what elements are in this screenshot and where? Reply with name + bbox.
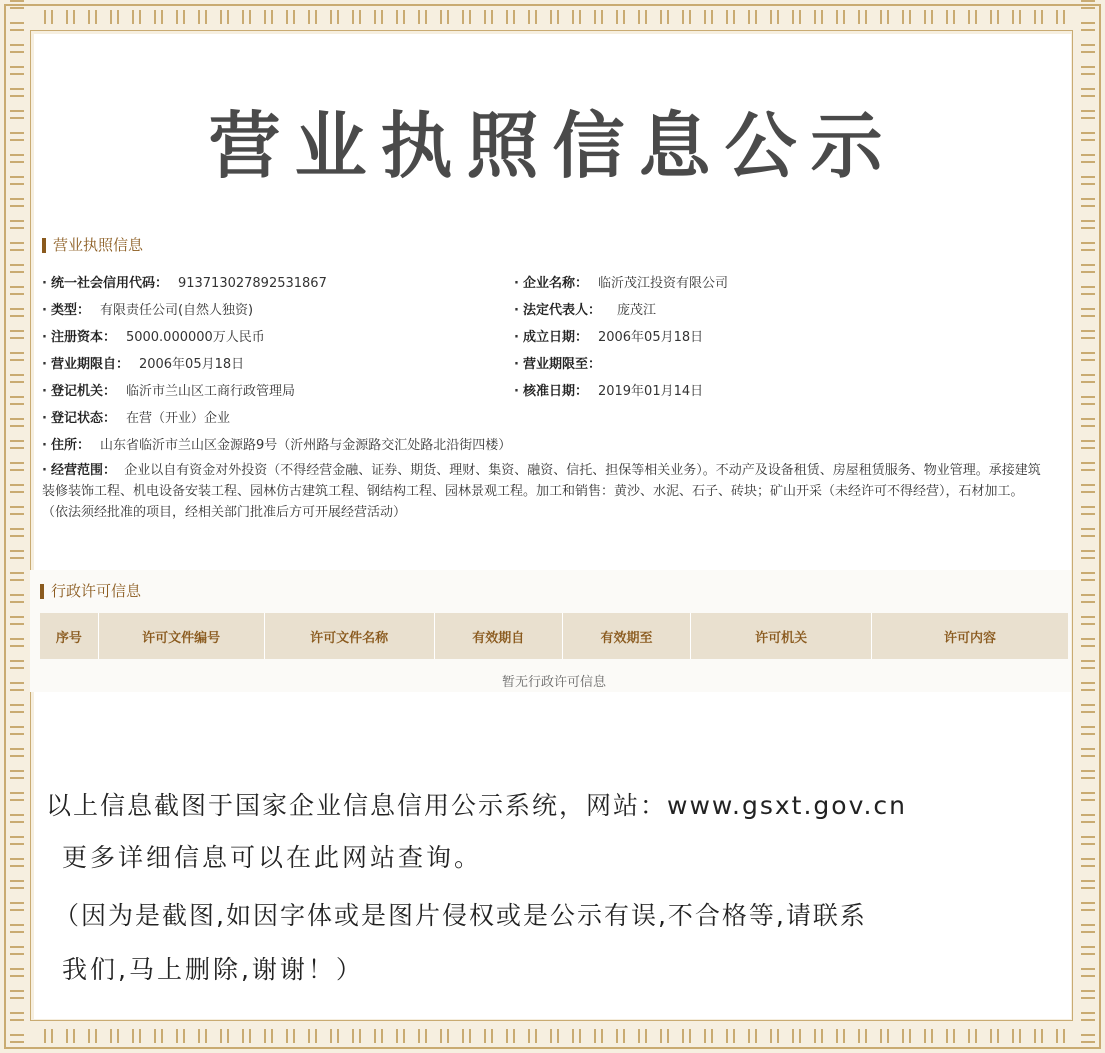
field-company-name: · 企业名称： 临沂茂江投资有限公司 xyxy=(514,276,728,291)
business-scope-text: 企业以自有资金对外投资（不得经营金融、证券、期货、理财、集资、融资、信托、担保等相关业务）。不动产及设备租赁、房屋租赁服务、物业管理。承接建筑装修装饰工程、机电设备安装工程、园林仿古建筑工程、钢结构工程、园林景观工程。加工和销售：黄沙、水泥、石子、砖块；矿山开采（未经许可不得经营），石材加工。（依法须经批准的项目，经相关部门批准后方可开展经营活动） xyxy=(42,463,1041,520)
field-registered-capital: · 注册资本： 5000.000000万人民币 xyxy=(42,330,265,345)
permit-table-header xyxy=(40,613,1068,659)
field-term-to: · 营业期限至： xyxy=(514,357,601,372)
column-header-permit-authority: 许可机关 xyxy=(691,613,872,659)
note-disclaimer-line-1: （因为是截图,如因字体或是图片侵权或是公示有误,不合格等,请联系 xyxy=(54,901,867,930)
column-header-permit-name: 许可文件名称 xyxy=(265,613,435,659)
permit-section-heading: 行政许可信息 xyxy=(40,584,141,599)
note-source-line: 以上信息截图于国家企业信息信用公示系统，网站：www.gsxt.gov.cn xyxy=(46,791,907,820)
column-header-valid-to: 有效期至 xyxy=(563,613,691,659)
field-credit-code: · 统一社会信用代码： 913713027892531867 xyxy=(42,276,327,291)
page-title: 营业执照信息公示 xyxy=(208,104,897,188)
field-registration-authority: · 登记机关： 临沂市兰山区工商行政管理局 xyxy=(42,384,295,399)
field-business-scope: · 经营范围： 企业以自有资金对外投资（不得经营金融、证券、期货、理财、集资、融资、信托、担保等相关业务）。不动产及设备租赁、房屋租赁服务、物业管理。承接建筑装修装饰工程、机电设备安装工程、园林仿古建筑工程、钢结构工程、园林景观工程。加工和销售：黄沙、水泥、石子、砖块；矿山开采（未经许可不得经营），石材加工。（依法须经批准的项目，经相关部门批准后方可开展经营活动） xyxy=(42,463,1041,520)
field-establish-date: · 成立日期： 2006年05月18日 xyxy=(514,330,704,345)
field-registration-status: · 登记状态： 在营（开业）企业 xyxy=(42,411,230,426)
column-header-permit-number: 许可文件编号 xyxy=(99,613,265,659)
license-section-heading: 营业执照信息 xyxy=(42,238,143,253)
note-disclaimer-line-2: 我们,马上删除,谢谢！） xyxy=(62,955,364,984)
field-approval-date: · 核准日期： 2019年01月14日 xyxy=(514,384,704,399)
field-type: · 类型： 有限责任公司(自然人独资) xyxy=(42,303,254,318)
field-term-from: · 营业期限自： 2006年05月18日 xyxy=(42,357,245,372)
field-address: · 住所： 山东省临沂市兰山区金源路9号（沂州路与金源路交汇处路北沿街四楼） xyxy=(42,438,512,453)
field-legal-representative: · 法定代表人： 庞茂江 xyxy=(514,303,656,318)
column-header-index: 序号 xyxy=(40,613,99,659)
permit-table-empty-message: 暂无行政许可信息 xyxy=(501,675,606,689)
column-header-valid-from: 有效期自 xyxy=(435,613,563,659)
note-more-info-line: 更多详细信息可以在此网站查询。 xyxy=(62,843,483,872)
column-header-permit-content: 许可内容 xyxy=(944,630,997,646)
